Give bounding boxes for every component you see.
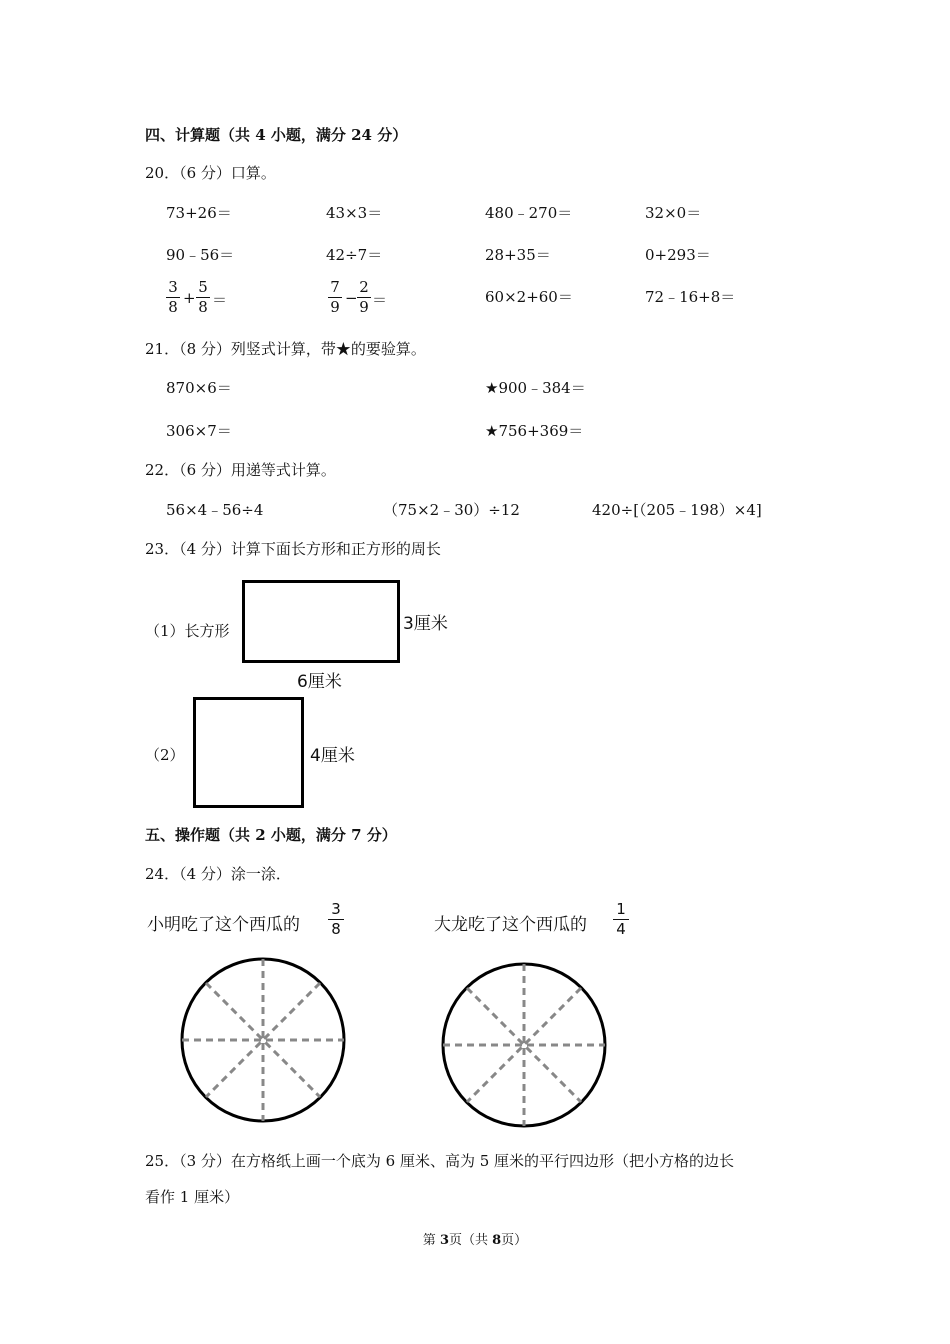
q21-item: ★900﹣384＝ xyxy=(485,379,586,397)
question-25-stem-cont: 看作 1 厘米） xyxy=(145,1188,240,1206)
q20-item: 32×0＝ xyxy=(645,204,702,222)
section-title: 四、计算题（共 4 小题，满分 24 分） xyxy=(145,126,408,144)
q20-item: 90﹣56＝ xyxy=(166,246,235,264)
q20-item: 73+26＝ xyxy=(166,204,232,222)
watermelon-circle-right[interactable] xyxy=(440,961,608,1129)
right-fraction: 1 4 xyxy=(613,902,629,937)
q21-item: 870×6＝ xyxy=(166,379,232,397)
q20-item: 43×3＝ xyxy=(326,204,383,222)
square-shape xyxy=(193,697,304,808)
right-caption: 大龙吃了这个西瓜的 xyxy=(434,915,587,935)
rectangle-height-label: 3厘米 xyxy=(403,614,448,634)
q21-item: 306×7＝ xyxy=(166,422,232,440)
fraction: 3 8 xyxy=(166,280,180,315)
q20-item: 60×2+60＝ xyxy=(485,288,573,306)
square-side-label: 4厘米 xyxy=(310,746,355,766)
rectangle-label: （1）长方形 xyxy=(145,622,230,640)
left-caption: 小明吃了这个西瓜的 xyxy=(147,915,300,935)
rectangle-shape xyxy=(242,580,400,663)
operator: − xyxy=(345,289,358,307)
fraction: 7 9 xyxy=(328,280,342,315)
question-24-stem: 24．（4 分）涂一涂． xyxy=(145,865,291,883)
page-footer: 第 3页（共 8页） xyxy=(422,1233,528,1248)
operator: + xyxy=(183,289,196,307)
q20-item: 28+35＝ xyxy=(485,246,551,264)
fraction: 2 9 xyxy=(357,280,371,315)
rectangle-width-label: 6厘米 xyxy=(297,672,342,692)
q20-item: 480﹣270＝ xyxy=(485,204,573,222)
watermelon-circle-left[interactable] xyxy=(179,956,347,1124)
question-25-stem: 25．（3 分）在方格纸上画一个底为 6 厘米、高为 5 厘米的平行四边形（把小方格的边长 xyxy=(145,1152,735,1170)
question-23-stem: 23．（4 分）计算下面长方形和正方形的周长 xyxy=(145,540,441,558)
q20-item: 42÷7＝ xyxy=(326,246,383,264)
q20-item: 0+293＝ xyxy=(645,246,711,264)
q20-item: 72﹣16+8＝ xyxy=(645,288,736,306)
q22-item: （75×2﹣30）÷12 xyxy=(383,501,520,519)
fraction: 5 8 xyxy=(196,280,210,315)
question-20-stem: 20．（6 分）口算。 xyxy=(145,164,276,182)
q21-item: ★756+369＝ xyxy=(485,422,584,440)
equals-sign: ＝ xyxy=(372,291,388,309)
question-21-stem: 21．（8 分）列竖式计算，带★的要验算。 xyxy=(145,340,426,358)
q22-item: 56×4﹣56÷4 xyxy=(166,501,264,519)
q22-item: 420÷[（205﹣198）×4] xyxy=(592,501,762,519)
question-22-stem: 22．（6 分）用递等式计算。 xyxy=(145,461,336,479)
left-fraction: 3 8 xyxy=(328,902,344,937)
square-label: （2） xyxy=(145,746,185,764)
section-title: 五、操作题（共 2 小题，满分 7 分） xyxy=(145,826,397,844)
equals-sign: ＝ xyxy=(212,291,228,309)
